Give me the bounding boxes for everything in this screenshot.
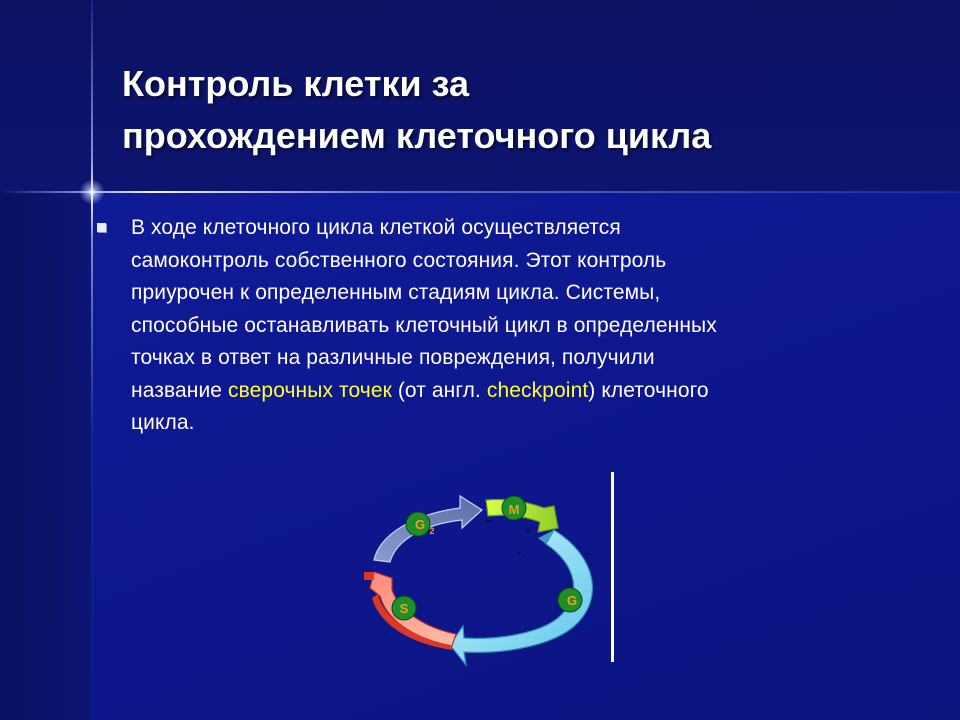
decorative-sparkle — [77, 177, 107, 207]
slide-title — [122, 58, 922, 162]
paragraph-line: цикла. — [131, 411, 195, 434]
vertical-divider-bar — [611, 472, 614, 662]
paragraph-line-with-terms — [131, 375, 891, 408]
phase-label-m: M — [508, 502, 520, 517]
text-segment: ) клеточного — [588, 378, 709, 402]
paragraph-line: точках в ответ на различные повреждения, получили — [131, 346, 655, 369]
phase-label-g2: G — [414, 517, 426, 532]
decorative-horizontal-line — [0, 191, 960, 193]
phase-badge-m — [502, 496, 526, 520]
phase-badge-g1 — [558, 588, 582, 612]
highlighted-term-checkpoint: checkpoint — [486, 378, 589, 402]
slide-title-line-1: Контроль клетки за — [122, 63, 470, 104]
paragraph-line: В ходе клеточного цикла клеткой осуществляется — [131, 216, 621, 239]
decorative-vertical-line — [91, 0, 93, 720]
paragraph-line: приурочен к определенным стадиям цикла. Системы, — [131, 281, 661, 304]
phase-label-g1: G — [566, 593, 578, 608]
paragraph-line: способные останавливать клеточный цикл в определенных — [131, 313, 717, 337]
highlighted-term-checkpoints-ru: сверочных точек — [228, 378, 392, 402]
slide-title-line-2: прохождением клеточного цикла — [122, 115, 712, 156]
body-paragraph — [131, 212, 891, 440]
phase-label-s: S — [399, 601, 409, 616]
phase-badge-s — [392, 596, 416, 620]
cell-cycle-diagram — [358, 488, 608, 668]
text-segment: название — [131, 378, 229, 402]
phase-label-g2-subscript: 2 — [429, 526, 435, 536]
square-bullet-icon — [97, 223, 106, 232]
paragraph-line: самоконтроль собственного состояния. Этот контроль — [131, 248, 667, 272]
text-segment: (от англ. — [391, 378, 487, 402]
